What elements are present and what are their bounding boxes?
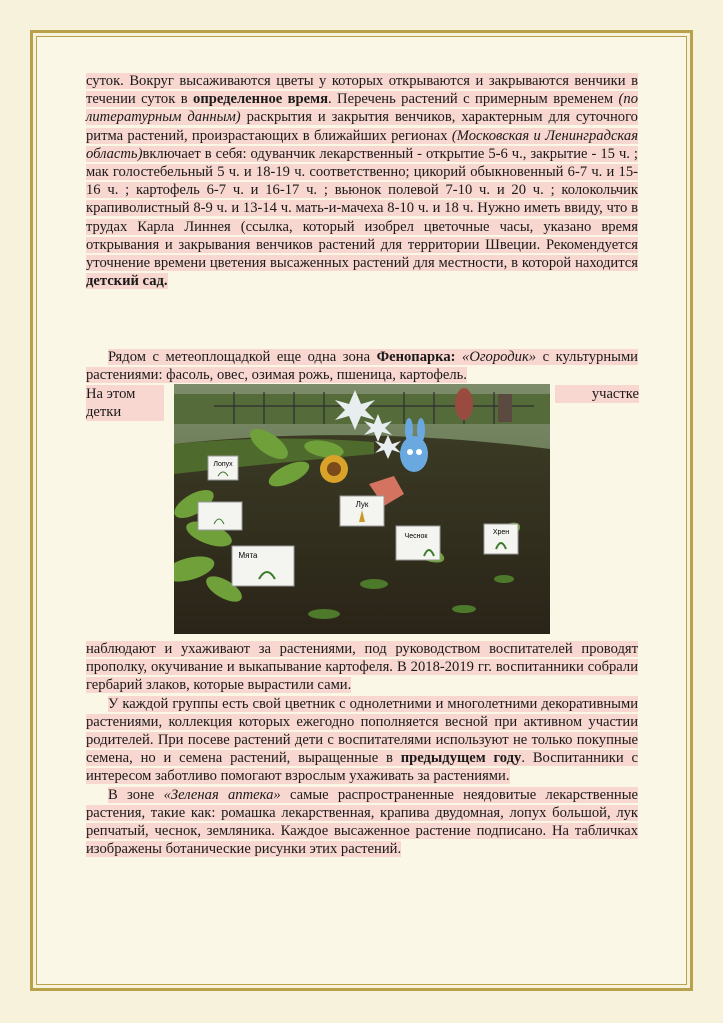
p4-bold-previous-year: предыдущем году [400, 750, 522, 767]
p1-text-a: суток. Вокруг высаживаются цветы у которых открываются и закрываются венчики в течении суток в [86, 73, 638, 108]
label-burdock [208, 456, 238, 480]
garden-photo [174, 384, 550, 634]
p1-bold-time: определенное время [193, 91, 328, 108]
p2-bold-fenopark: Фенопарка: [376, 349, 456, 365]
label-onion-text: Лук [355, 500, 369, 509]
p2-italic-ogorodik: «Огородик» [462, 349, 537, 365]
label-burdock-text: Лопух [213, 461, 233, 468]
label-onion [340, 496, 384, 526]
label-blank [198, 502, 242, 530]
p2-text-c: с культурными растениями: фасоль, овес, озимая рожь, пшеница, картофель. [86, 349, 638, 384]
p5-text-a: В зоне [108, 786, 164, 803]
label-horseradish [484, 524, 518, 554]
p4-text-c: . Воспитанники с интересом заботливо помогают взрослым ухаживать за растениями. [86, 750, 638, 785]
p4-text-a: У каждой группы есть свой цветник с однолетними и многолетними декоративными растениями, коллекция которых ежегодно пополняется весной при активном участии родителей. При посеве растений дети с воспитателями используют не только покупные семена, но и семена растений, выращенные в [86, 695, 638, 767]
side-left-line2: детки [86, 403, 164, 421]
p3-text: наблюдают и ухаживают за растениями, под руководством воспитателей проводят прополку, окучивание и выкапывание картофеля. В 2018-2019 гг. воспитанники собрали гербарий злаков, которые вырастили сами. [86, 641, 638, 694]
paragraph-flower-clock [86, 72, 638, 290]
p5-italic-pharmacy: «Зеленая аптека» [163, 786, 281, 803]
label-garlic [396, 526, 440, 560]
p1-italic-regions: (Московская и Ленинградская область) [86, 127, 638, 162]
label-mint [232, 546, 294, 586]
text-beside-photo-right [555, 385, 639, 403]
side-left-line1: На этом [86, 385, 164, 403]
paragraph-garden-zone [86, 348, 638, 384]
label-horseradish-text: Хрен [492, 529, 510, 536]
label-mint-text: Мята [238, 551, 258, 560]
p2-text-a: Рядом с метеоплощадкой еще одна зона [108, 349, 377, 365]
p5-text-b: самые распространенные неядовитые лекарственные растения, такие как: ромашка лекарственная, крапива двудомная, лопух большой, лук репчатый, чеснок, земляника. Каждое высаженное растение подписано. На табличках изображены ботанические рисунки этих растений. [86, 786, 638, 858]
p1-bold-kindergarten: детский сад. [86, 273, 168, 290]
p1-text-d: раскрытия и закрытия венчиков, характерным для суточного ритма растений, произрастающих в ближайших регионах [86, 109, 638, 144]
p1-italic-literature: (по литературным данным) [86, 91, 638, 126]
p1-text-c: . Перечень растений с примерным временем [327, 91, 619, 108]
paragraphs-after-photo [86, 640, 638, 858]
side-right-line1: участке [555, 385, 639, 403]
p1-text-e: включает в себя: одуванчик лекарственный - открытие 5-6 ч., закрытие - 15 ч. ; мак голостебельный 5 ч. и 18-19 ч. соответственно; цикорий обыкновенный 6-7 ч. и 15-16 ч. ; картофель 6-7 ч. и 16-17 ч. ; вьюнок полевой 7-10 ч. и 20 ч. ; колокольчик крапиволистный 8-9 ч. и 13-14 ч. мать-и-мачеха 8-10 ч. и 18 ч. Нужно иметь ввиду, что в трудах Карла Линнея (ссылка, который изобрел цветочные часы, указано время открывания и закрывания венчиков растений для территории Швеции. Рекомендуется уточнение времени цветения высаженных растений для местности, в которой находится [86, 145, 638, 272]
label-garlic-text: Чеснок [404, 533, 428, 540]
text-beside-photo-left [86, 385, 164, 419]
